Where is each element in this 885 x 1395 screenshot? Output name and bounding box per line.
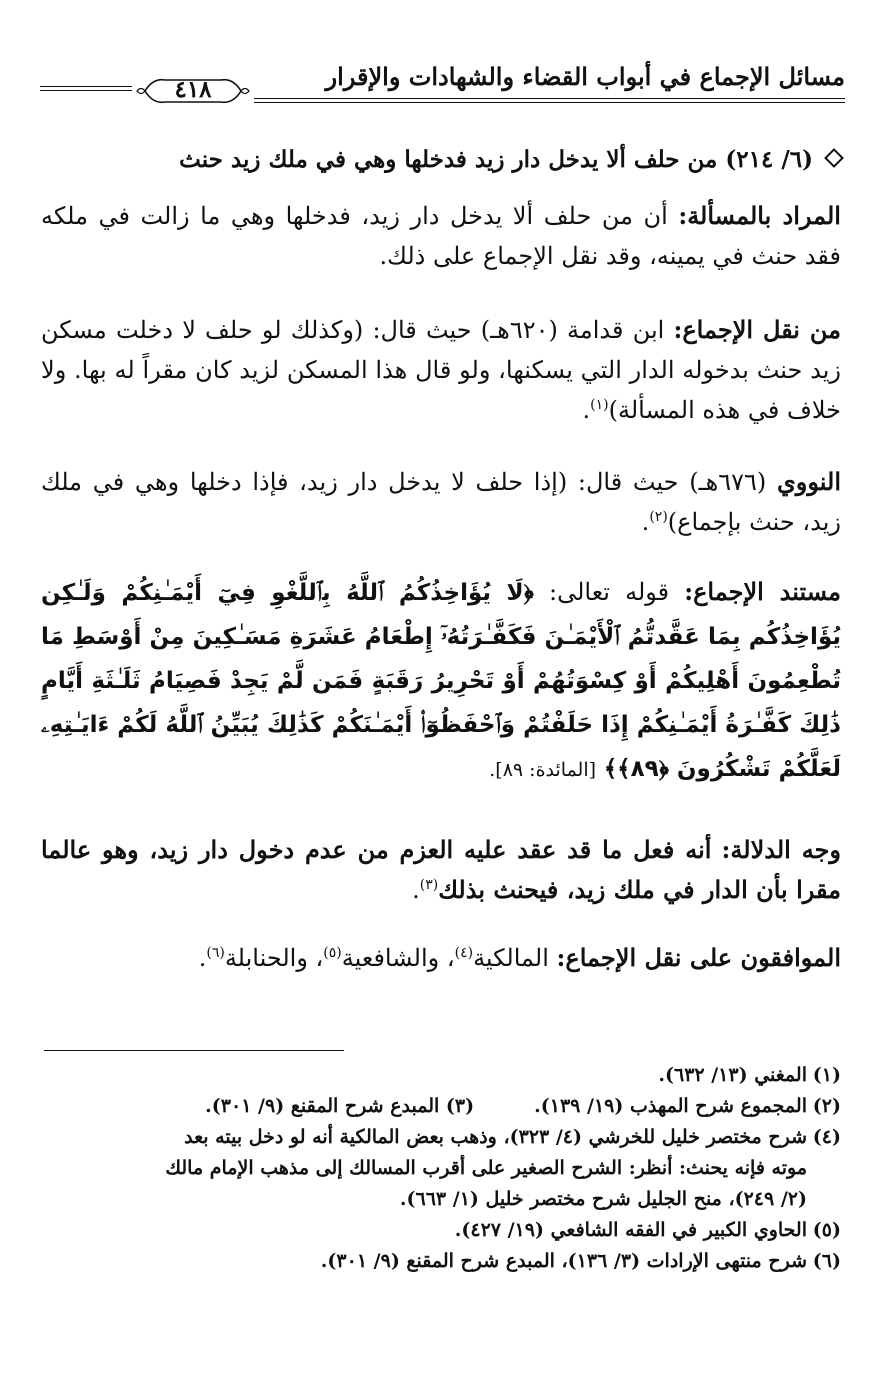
footnote-4-cont <box>41 1153 841 1184</box>
paragraph-agreeing: الموافقون على نقل الإجماع: المالكية$^{(٤)}$، والشافعية$^{(٥)}$، والحنابلة$^{(٦)}$. <box>198 943 841 972</box>
agree-shafii: والشافعية <box>341 944 440 972</box>
footnote-ref-3: (٣) <box>419 877 439 893</box>
page-number-ornament <box>135 74 251 108</box>
footnote-6 <box>41 1246 841 1277</box>
reasoning-label: وجه الدلالة: <box>721 835 841 864</box>
footnote-text: شرح مختصر خليل للخرشي (٤/ ٣٢٣)، وذهب بعض المالكية أنه لو دخل بيته بعد <box>184 1126 807 1148</box>
footnote-number: (٦) <box>812 1250 841 1272</box>
footnote-text: (٢/ ٢٤٩)، منح الجليل شرح مختصر خليل (١/ ٦٦٣). <box>399 1188 807 1210</box>
footnote-text: المجموع شرح المهذب (١٩/ ١٣٩). <box>534 1095 807 1117</box>
footnote-ref-2: (٢) <box>649 509 668 525</box>
footnote-text: الحاوي الكبير في الفقه الشافعي (١٩/ ٤٢٧). <box>454 1219 807 1241</box>
reasoning-text: أنه فعل ما قد عقد عليه العزم من عدم دخول دار زيد، وهو عالما مقرا بأن الدار في ملك زيد، فيحنث بذلك <box>41 835 841 904</box>
footnote-2-3 <box>41 1091 841 1122</box>
meaning-label: المراد بالمسألة: <box>678 201 841 230</box>
page-number: ٤١٨ <box>174 76 212 103</box>
footnote-divider <box>44 1050 344 1051</box>
paragraph-reasoning: وجه الدلالة: أنه فعل ما قد عقد عليه العزم من عدم دخول دار زيد، وهو عالما مقرا بأن الدار في ملك زيد، فيحنث بذلك$^{(٣)}$. <box>41 835 841 904</box>
footnotes <box>41 1060 841 1277</box>
basis-label: مستند الإجماع: <box>684 577 841 606</box>
footnote-text: شرح منتهى الإرادات (٣/ ١٣٦)، المبدع شرح المقنع (٩/ ٣٠١). <box>320 1250 807 1272</box>
footnote-number: (٣) <box>445 1095 475 1117</box>
footnote-ref-4: (٤) <box>454 945 474 961</box>
footnote-text: موته فإنه يحنث: أنظر: الشرح الصغير على أقرب المسالك إلى مذهب الإمام مالك <box>165 1157 807 1179</box>
paragraph-meaning <box>41 196 841 276</box>
footnote-4-cont2 <box>41 1184 841 1215</box>
footnote-number: (١) <box>812 1064 841 1086</box>
agree-label: الموافقون على نقل الإجماع: <box>556 943 841 972</box>
nawawi-label: النووي <box>777 467 841 496</box>
paragraph-ibn-qudama: من نقل الإجماع: ابن قدامة (٦٢٠هـ) حيث قال: (وكذلك لو حلف لا دخلت مسكن زيد حنث بدخوله الدار التي يسكنها، ولو قال هذا المسكن لزيد كان مقراً له بها. ولا خلاف في هذه المسألة)$^{(١)}$. <box>41 315 841 424</box>
header-rule-left <box>40 86 132 91</box>
quran-verse: ﴿لَا يُؤَاخِذُكُمُ ٱللَّهُ بِٱللَّغْوِ فِيٓ أَيْمَـٰنِكُمْ وَلَـٰكِن يُؤَاخِذُكُم بِمَا عَقَّدتُّمُ ٱلْأَيْمَـٰنَ فَكَفَّـٰرَتُهُۥٓ إِطْعَامُ عَشَرَةِ مَسَـٰكِينَ مِنْ أَوْسَطِ مَا تُطْعِمُونَ أَهْلِيكُمْ أَوْ كِسْوَتُهُمْ أَوْ تَحْرِيرُ رَقَبَةٍ فَمَن لَّمْ يَجِدْ فَصِيَامُ ثَلَـٰثَةِ أَيَّامٍ ذَٰلِكَ كَفَّـٰرَةُ أَيْمَـٰنِكُمْ إِذَا حَلَفْتُمْ وَٱحْفَظُوٓا۟ أَيْمَـٰنَكُمْ كَذَٰلِكَ يُبَيِّنُ ٱللَّهُ لَكُمْ ءَايَـٰتِهِۦ لَعَلَّكُمْ تَشْكُرُونَ ﴿٨٩﴾﴾ <box>41 580 841 782</box>
issue-title: من حلف ألا يدخل دار زيد فدخلها وهي في ملك زيد حنث <box>179 146 718 173</box>
footnote-number: (٤) <box>812 1126 841 1148</box>
footnote-5 <box>41 1215 841 1246</box>
footnote-text: المغني (١٣/ ٦٣٢). <box>658 1064 807 1086</box>
footnote-text: المبدع شرح المقنع (٩/ ٣٠١). <box>205 1095 440 1117</box>
issue-number: (٦/ ٢١٤) <box>725 146 813 173</box>
footnote-ref-1: (١) <box>590 397 609 413</box>
paragraph-nawawi: النووي (٦٧٦هـ) حيث قال: (إذا حلف لا يدخل دار زيد، فإذا دخلها وهي في ملك زيد، حنث بإجماع)$^{(٢)}$. <box>41 467 841 536</box>
page-header <box>40 62 845 112</box>
nawawi-text: (٦٧٦هـ) حيث قال: (إذا حلف لا يدخل دار زيد، فإذا دخلها وهي في ملك زيد، حنث بإجماع) <box>41 468 841 536</box>
agree-maliki: المالكية <box>473 944 549 972</box>
basis-intro: قوله تعالى: <box>548 578 670 606</box>
transmitters-label: من نقل الإجماع: <box>673 315 841 344</box>
meaning-text: أن من حلف ألا يدخل دار زيد، فدخلها وهي ما زالت في ملكه فقد حنث في يمينه، وقد نقل الإجماع على ذلك. <box>41 202 841 270</box>
agree-hanbali: والحنابلة <box>224 944 308 972</box>
paragraph-basis <box>41 570 841 792</box>
diamond-bullet-icon <box>824 148 844 168</box>
issue-heading <box>41 146 841 173</box>
footnote-ref-5: (٥) <box>323 945 342 961</box>
footnote-number: (٥) <box>812 1219 841 1241</box>
footnote-ref-6: (٦) <box>206 945 225 961</box>
quran-reference: [المائدة: ٨٩]. <box>489 759 597 781</box>
running-title: مسائل الإجماع في أبواب القضاء والشهادات والإقرار <box>325 62 845 91</box>
footnote-number: (٢) <box>812 1095 841 1117</box>
header-rule-right <box>254 98 845 103</box>
footnote-4 <box>41 1122 841 1153</box>
footnote-1 <box>41 1060 841 1091</box>
ibn-qudama-text: ابن قدامة (٦٢٠هـ) حيث قال: (وكذلك لو حلف لا دخلت مسكن زيد حنث بدخوله الدار التي يسكنها، ولو قال هذا المسكن لزيد كان مقراً له بها. ولا خلاف في هذه المسألة) <box>41 316 841 424</box>
